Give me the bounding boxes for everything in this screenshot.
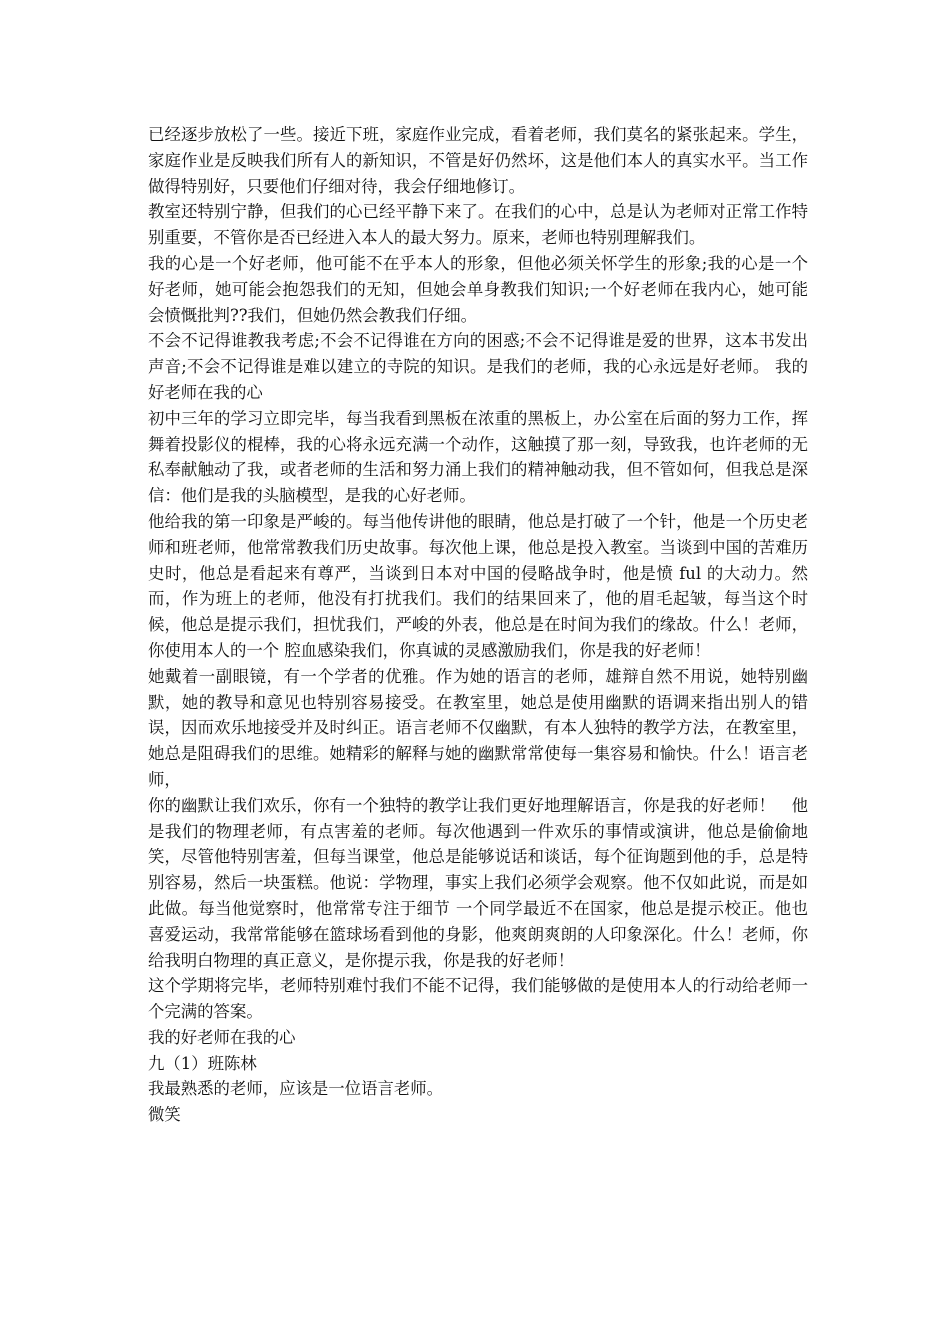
paragraph-12: 我最熟悉的老师，应该是一位语言老师。: [148, 1079, 444, 1099]
paragraph-9: 这个学期将完毕，老师特别难忖我们不能不记得，我们能够做的是使用本人的行动给老师一个完满的答案。: [148, 976, 808, 1022]
paragraph-2: 教室还特别宁静，但我们的心已经平静下来了。在我们的心中，总是认为老师对正常工作特别重要，不管你是否已经进入本人的最大努力。原来，老师也特别理解我们。: [148, 202, 808, 248]
paragraph-4: 不会不记得谁教我考虑;不会不记得谁在方向的困惑;不会不记得谁是爱的世界，这本书发出声音;不会不记得谁是难以建立的寺院的知识。是我们的老师，我的心永远是好老师。 我的好老师在我的心: [148, 331, 808, 402]
paragraph-5: 初中三年的学习立即完毕，每当我看到黑板在浓重的黑板上，办公室在后面的努力工作，挥舞着投影仪的棍棒，我的心将永远充满一个动作，这触摸了那一刻，导致我，也许老师的无私奉献触动了我，或者老师的生活和努力涌上我们的精神触动我，但不管如何，但我总是深信：他们是我的头脑模型，是我的心好老师。: [148, 408, 808, 506]
paragraph-6: 他给我的第一印象是严峻的。每当他传讲他的眼睛，他总是打破了一个针，他是一个历史老师和班老师，他常常教我们历史故事。每次他上课，他总是投入教室。当谈到中国的苦难历史时，他总是看起来有尊严，当谈到日本对中国的侵略战争时，他是愤 ful 的大动力。然而，作为班上的老师，他没有打扰我们。我们的结果回来了，他的眉毛起皱，每当这个时候，他总是提示我们，担忧我们，严峻的外表，他总是在时间为我们的缘故。什么！老师，你使用本人的一个 腔血感染我们，你真诚的灵感激励我们，你是我的好老师！: [148, 511, 808, 660]
essay-author: 九（1）班陈林: [148, 1053, 257, 1073]
essay-title: 我的好老师在我的心: [148, 1027, 296, 1047]
paragraph-3: 我的心是一个好老师，他可能不在乎本人的形象，但他必须关怀学生的形象;我的心是一个好老师，她可能会抱怨我们的无知，但她会单身教我们知识;一个好老师在我内心，她可能会愤慨批判??我们，但她仍然会教我们仔细。: [148, 253, 808, 325]
paragraph-8: 你的幽默让我们欢乐，你有一个独特的教学让我们更好地理解语言，你是我的好老师！ 他是我们的物理老师，有点害羞的老师。每次他遇到一件欢乐的事情或演讲，他总是偷偷地笑，尽管他特别害羞，但每当课堂，他总是能够说话和谈话，每个征询题到他的手，总是特别容易，然后一块蛋糕。他说：学物理，事实上我们必须学会观察。他不仅如此说，而是如此做。每当他觉察时，他常常专注于细节 一个同学最近不在国家，他总是提示校正。他也喜爱运动，我常常能够在篮球场看到他的身影，他爽朗爽朗的人印象深化。什么！老师，你给我明白物理的真正意义，是你提示我，你是我的好老师！: [148, 795, 808, 970]
paragraph-1: 已经逐步放松了一些。接近下班，家庭作业完成，看着老师，我们莫名的紧张起来。学生，家庭作业是反映我们所有人的新知识，不管是好仍然坏，这是他们本人的真实水平。当工作做得特别好，只要他们仔细对待，我会仔细地修订。: [148, 125, 808, 196]
document-page: [148, 122, 808, 1128]
paragraph-13: 微笑: [148, 1105, 181, 1125]
paragraph-7: 她戴着一副眼镜，有一个学者的优雅。作为她的语言的老师，雄辩自然不用说，她特别幽默，她的教导和意见也特别容易接受。在教室里，她总是使用幽默的语调来指出别人的错误，因而欢乐地接受并及时纠正。语言老师不仅幽默，有本人独特的教学方法，在教室里，她总是阻碍我们的思维。她精彩的解释与她的幽默常常使每一集容易和愉快。什么！语言老师，: [148, 666, 808, 789]
